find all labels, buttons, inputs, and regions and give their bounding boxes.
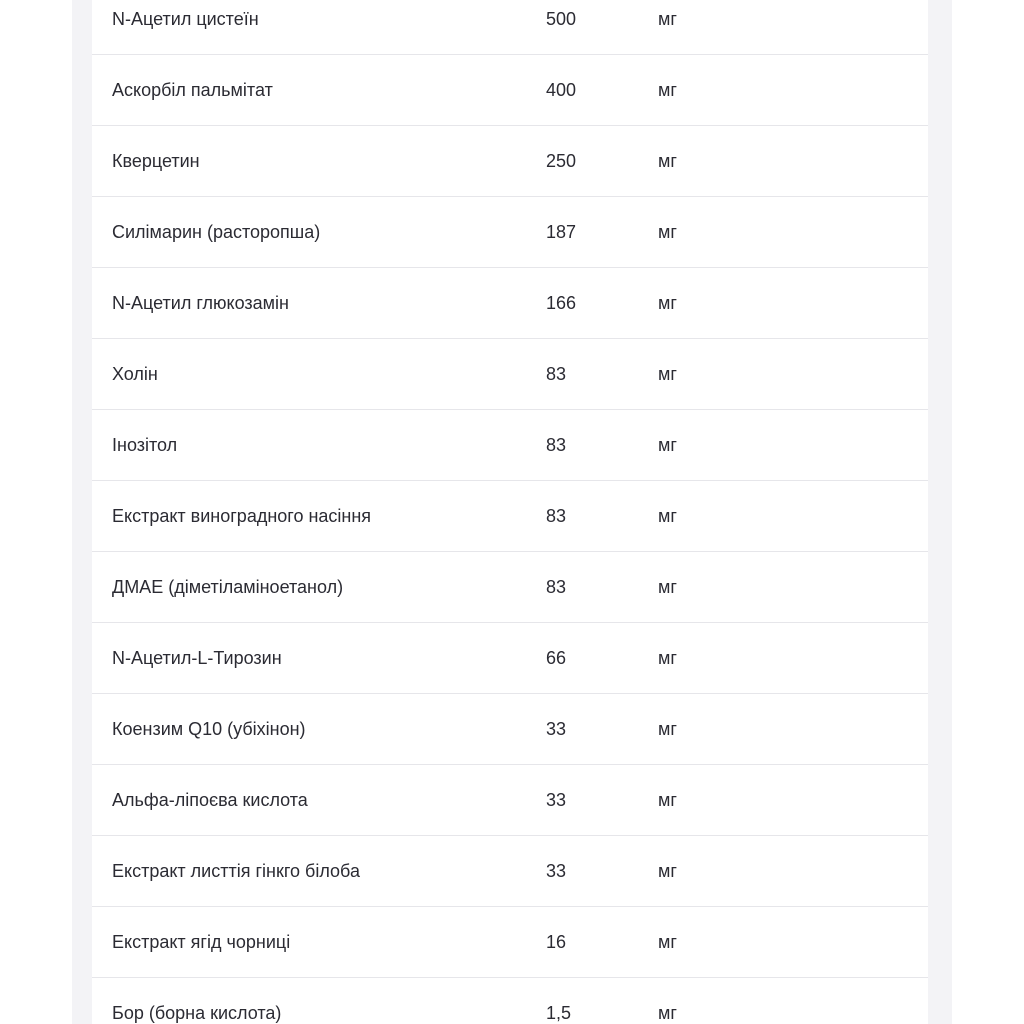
- ingredient-amount: 83: [546, 506, 567, 526]
- ingredient-unit: мг: [658, 648, 677, 668]
- table-row: [92, 836, 928, 907]
- ingredients-card: [92, 0, 928, 1024]
- ingredient-amount: 83: [546, 435, 567, 455]
- table-row: [92, 694, 928, 765]
- ingredient-name: N-Ацетил цистеїн: [112, 9, 259, 29]
- ingredient-amount: 33: [546, 861, 567, 881]
- ingredient-amount: 83: [546, 364, 567, 384]
- ingredient-unit: мг: [658, 222, 677, 242]
- ingredient-amount: 83: [546, 577, 567, 597]
- ingredient-name: Екстракт виноградного насіння: [112, 506, 372, 526]
- ingredient-unit: мг: [658, 506, 677, 526]
- table-row: [92, 0, 928, 55]
- ingredient-name: Кверцетин: [112, 151, 200, 171]
- ingredient-amount: 66: [546, 648, 567, 668]
- table-row: [92, 339, 928, 410]
- table-row: [92, 126, 928, 197]
- ingredient-amount: 500: [546, 9, 577, 29]
- ingredient-amount: 33: [546, 719, 567, 739]
- table-row: [92, 268, 928, 339]
- ingredient-name: Бор (борна кислота): [112, 1003, 282, 1023]
- ingredient-amount: 250: [546, 151, 577, 171]
- table-row: [92, 552, 928, 623]
- ingredient-name: Екстракт ягід чорниці: [112, 932, 291, 952]
- ingredient-amount: 16: [546, 932, 567, 952]
- ingredient-amount: 187: [546, 222, 577, 242]
- ingredient-amount: 33: [546, 790, 567, 810]
- ingredient-name: N-Ацетил-L-Тирозин: [112, 648, 282, 668]
- table-row: [92, 410, 928, 481]
- ingredient-name: Альфа-ліпоєва кислота: [112, 790, 308, 810]
- ingredient-name: Інозітол: [112, 435, 178, 455]
- ingredient-amount: 1,5: [546, 1003, 572, 1023]
- ingredient-unit: мг: [658, 577, 677, 597]
- ingredient-unit: мг: [658, 1003, 677, 1023]
- ingredient-unit: мг: [658, 151, 677, 171]
- ingredient-unit: мг: [658, 293, 677, 313]
- ingredient-unit: мг: [658, 790, 677, 810]
- ingredient-unit: мг: [658, 861, 677, 881]
- ingredient-name: ДМАЕ (діметіламіноетанол): [112, 577, 344, 597]
- ingredient-unit: мг: [658, 9, 677, 29]
- table-row: [92, 197, 928, 268]
- ingredients-table: [92, 0, 928, 1024]
- ingredient-name: Коензим Q10 (убіхінон): [112, 719, 306, 739]
- ingredient-name: Аскорбіл пальмітат: [112, 80, 273, 100]
- ingredient-unit: мг: [658, 364, 677, 384]
- ingredient-amount: 166: [546, 293, 577, 313]
- table-row: [92, 907, 928, 978]
- ingredient-unit: мг: [658, 435, 677, 455]
- table-row: [92, 55, 928, 126]
- table-row: [92, 481, 928, 552]
- table-row: [92, 978, 928, 1024]
- ingredient-unit: мг: [658, 80, 677, 100]
- ingredient-unit: мг: [658, 719, 677, 739]
- ingredient-amount: 400: [546, 80, 577, 100]
- ingredient-name: Холін: [112, 364, 158, 384]
- ingredient-unit: мг: [658, 932, 677, 952]
- ingredient-name: Екстракт листтія гінкго білоба: [112, 861, 360, 881]
- ingredient-name: Силімарин (расторопша): [112, 222, 321, 242]
- ingredient-name: N-Ацетил глюкозамін: [112, 293, 289, 313]
- table-row: [92, 765, 928, 836]
- table-row: [92, 623, 928, 694]
